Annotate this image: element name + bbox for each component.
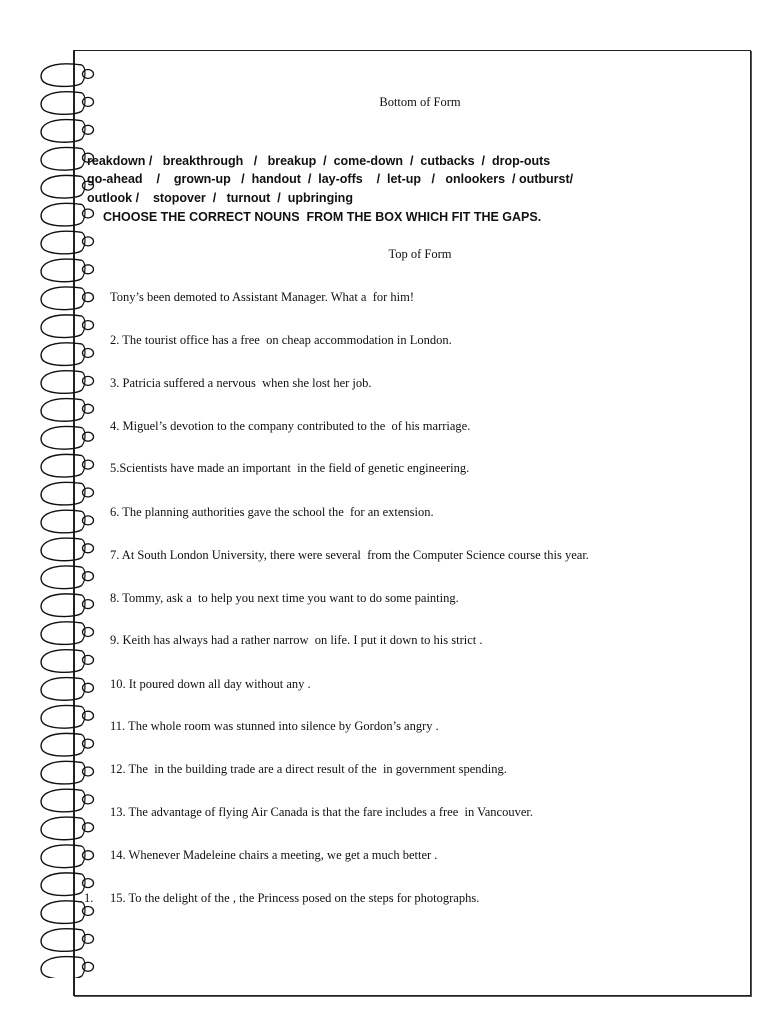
spiral-ring-icon	[41, 175, 93, 198]
question-item: 6. The planning authorities gave the school the for an extension.	[110, 505, 434, 519]
spiral-ring-icon	[41, 622, 93, 645]
question-item: 2. The tourist office has a free on cheap accommodation in London.	[110, 333, 452, 347]
question-item: 9. Keith has always had a rather narrow on life. I put it down to his strict .	[110, 633, 483, 647]
question-item: 10. It poured down all day without any .	[110, 677, 311, 691]
spiral-ring-icon	[41, 259, 93, 282]
spiral-ring-icon	[41, 957, 93, 978]
spiral-ring-icon	[41, 678, 93, 701]
question-item: 5.Scientists have made an important in the field of genetic engineering.	[110, 461, 470, 475]
spiral-ring-icon	[41, 148, 93, 171]
top-of-form-label: Top of Form	[388, 247, 452, 261]
spiral-ring-icon	[41, 929, 93, 952]
question-item: 3. Patricia suffered a nervous when she lost her job.	[110, 376, 372, 390]
question-item: 11. The whole room was stunned into silence by Gordon’s angry .	[110, 719, 439, 733]
spiral-ring-icon	[41, 427, 93, 450]
question-item: 12. The in the building trade are a direct result of the in government spending.	[110, 762, 507, 776]
spiral-ring-icon	[41, 566, 93, 589]
word-box-line: reakdown / breakthrough / breakup / come-down / cutbacks / drop-outs	[87, 154, 551, 168]
question-item: Tony’s been demoted to Assistant Manager. What a for him!	[110, 290, 415, 304]
spiral-ring-icon	[41, 482, 93, 505]
spiral-ring-icon	[41, 706, 93, 729]
spiral-ring-icon	[41, 761, 93, 784]
spiral-ring-icon	[41, 454, 93, 477]
spiral-ring-icon	[41, 120, 93, 143]
spiral-ring-icon	[41, 203, 93, 226]
spiral-ring-icon	[41, 287, 93, 310]
word-box-line: go-ahead / grown-up / handout / lay-offs / let-up / onlookers / outburst/	[87, 172, 574, 186]
spiral-ring-icon	[41, 733, 93, 756]
spiral-ring-icon	[41, 650, 93, 673]
spiral-ring-icon	[41, 64, 93, 87]
spiral-ring-icon	[41, 399, 93, 422]
question-item: 15. To the delight of the , the Princess posed on the steps for photographs.	[110, 891, 480, 905]
spiral-ring-icon	[41, 343, 93, 366]
spiral-ring-icon	[41, 817, 93, 840]
question-item: 8. Tommy, ask a to help you next time you want to do some painting.	[110, 591, 459, 605]
spiral-ring-icon	[41, 315, 93, 338]
bottom-of-form-label: Bottom of Form	[379, 95, 461, 109]
spiral-ring-icon	[41, 789, 93, 812]
question-item: 14. Whenever Madeleine chairs a meeting, we get a much better .	[110, 848, 438, 862]
question-item: 4. Miguel’s devotion to the company contributed to the of his marriage.	[110, 419, 471, 433]
spiral-ring-icon	[41, 538, 93, 561]
word-box-line: outlook / stopover / turnout / upbringing	[87, 191, 353, 205]
instruction-heading: CHOOSE THE CORRECT NOUNS FROM THE BOX WHICH FIT THE GAPS.	[103, 210, 542, 224]
list-number-marker: 1.	[84, 891, 94, 905]
spiral-ring-icon	[41, 510, 93, 533]
spiral-ring-icon	[41, 845, 93, 868]
spiral-ring-icon	[41, 371, 93, 394]
spiral-ring-icon	[41, 594, 93, 617]
question-item: 7. At South London University, there were several from the Computer Science course this year.	[110, 548, 589, 562]
question-item: 13. The advantage of flying Air Canada is that the fare includes a free in Vancouver.	[110, 805, 534, 819]
